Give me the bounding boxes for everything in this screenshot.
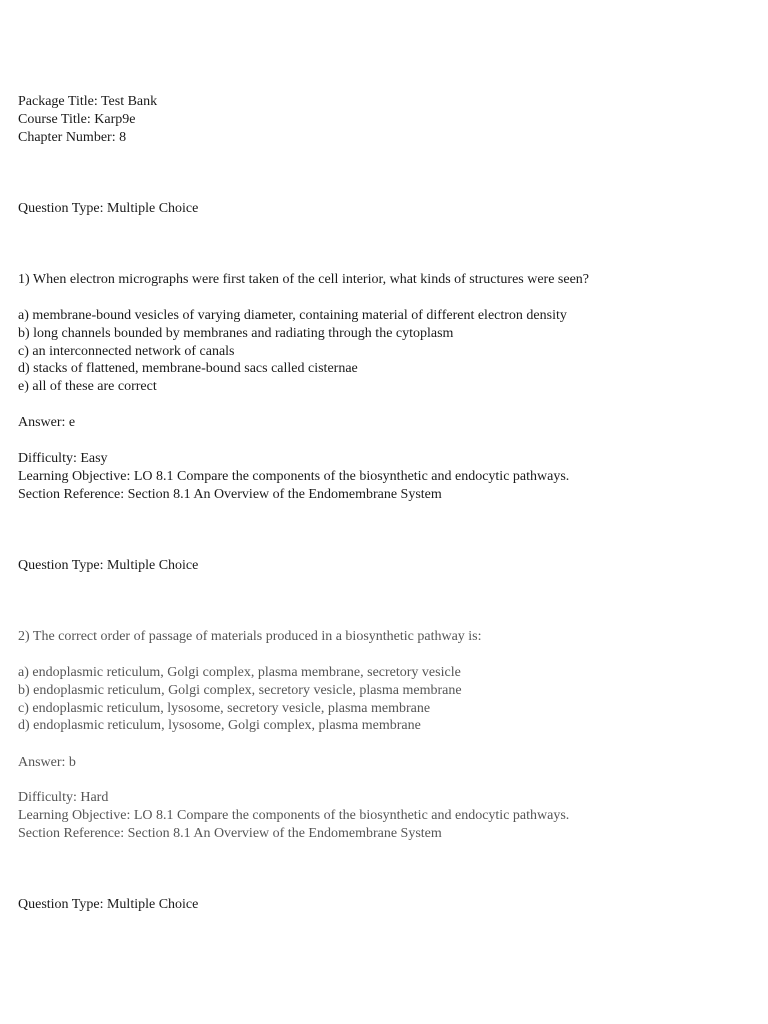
answer-option: d) stacks of flattened, membrane-bound sacs called cisternae: [18, 361, 358, 376]
learning-objective: Learning Objective: LO 8.1 Compare the components of the biosynthetic and endocytic pathways.: [18, 808, 570, 823]
question-type: Question Type: Multiple Choice: [18, 897, 199, 912]
answer-option: e) all of these are correct: [18, 379, 157, 394]
question-text: 1) When electron micrographs were first taken of the cell interior, what kinds of structures were seen?: [18, 272, 590, 287]
answer-option: b) long channels bounded by membranes and radiating through the cytoplasm: [18, 326, 454, 341]
chapter-number: Chapter Number: 8: [18, 130, 127, 145]
answer-option: c) an interconnected network of canals: [18, 344, 235, 359]
answer-option: a) membrane-bound vesicles of varying diameter, containing material of different electron density: [18, 308, 567, 323]
answer-option: b) endoplasmic reticulum, Golgi complex, secretory vesicle, plasma membrane: [18, 683, 462, 698]
answer-option: c) endoplasmic reticulum, lysosome, secretory vesicle, plasma membrane: [18, 701, 431, 716]
course-title: Course Title: Karp9e: [18, 112, 136, 127]
question-type: Question Type: Multiple Choice: [18, 558, 199, 573]
question-text: 2) The correct order of passage of materials produced in a biosynthetic pathway is:: [18, 629, 482, 644]
difficulty: Difficulty: Hard: [18, 790, 109, 805]
section-reference: Section Reference: Section 8.1 An Overview of the Endomembrane System: [18, 826, 442, 841]
answer-option: a) endoplasmic reticulum, Golgi complex, plasma membrane, secretory vesicle: [18, 665, 461, 680]
answer-option: d) endoplasmic reticulum, lysosome, Golgi complex, plasma membrane: [18, 718, 421, 733]
package-title: Package Title: Test Bank: [18, 94, 158, 109]
question-type: Question Type: Multiple Choice: [18, 201, 199, 216]
answer: Answer: b: [18, 755, 76, 770]
answer: Answer: e: [18, 415, 76, 430]
difficulty: Difficulty: Easy: [18, 451, 108, 466]
section-reference: Section Reference: Section 8.1 An Overview of the Endomembrane System: [18, 487, 442, 502]
learning-objective: Learning Objective: LO 8.1 Compare the components of the biosynthetic and endocytic pathways.: [18, 469, 570, 484]
